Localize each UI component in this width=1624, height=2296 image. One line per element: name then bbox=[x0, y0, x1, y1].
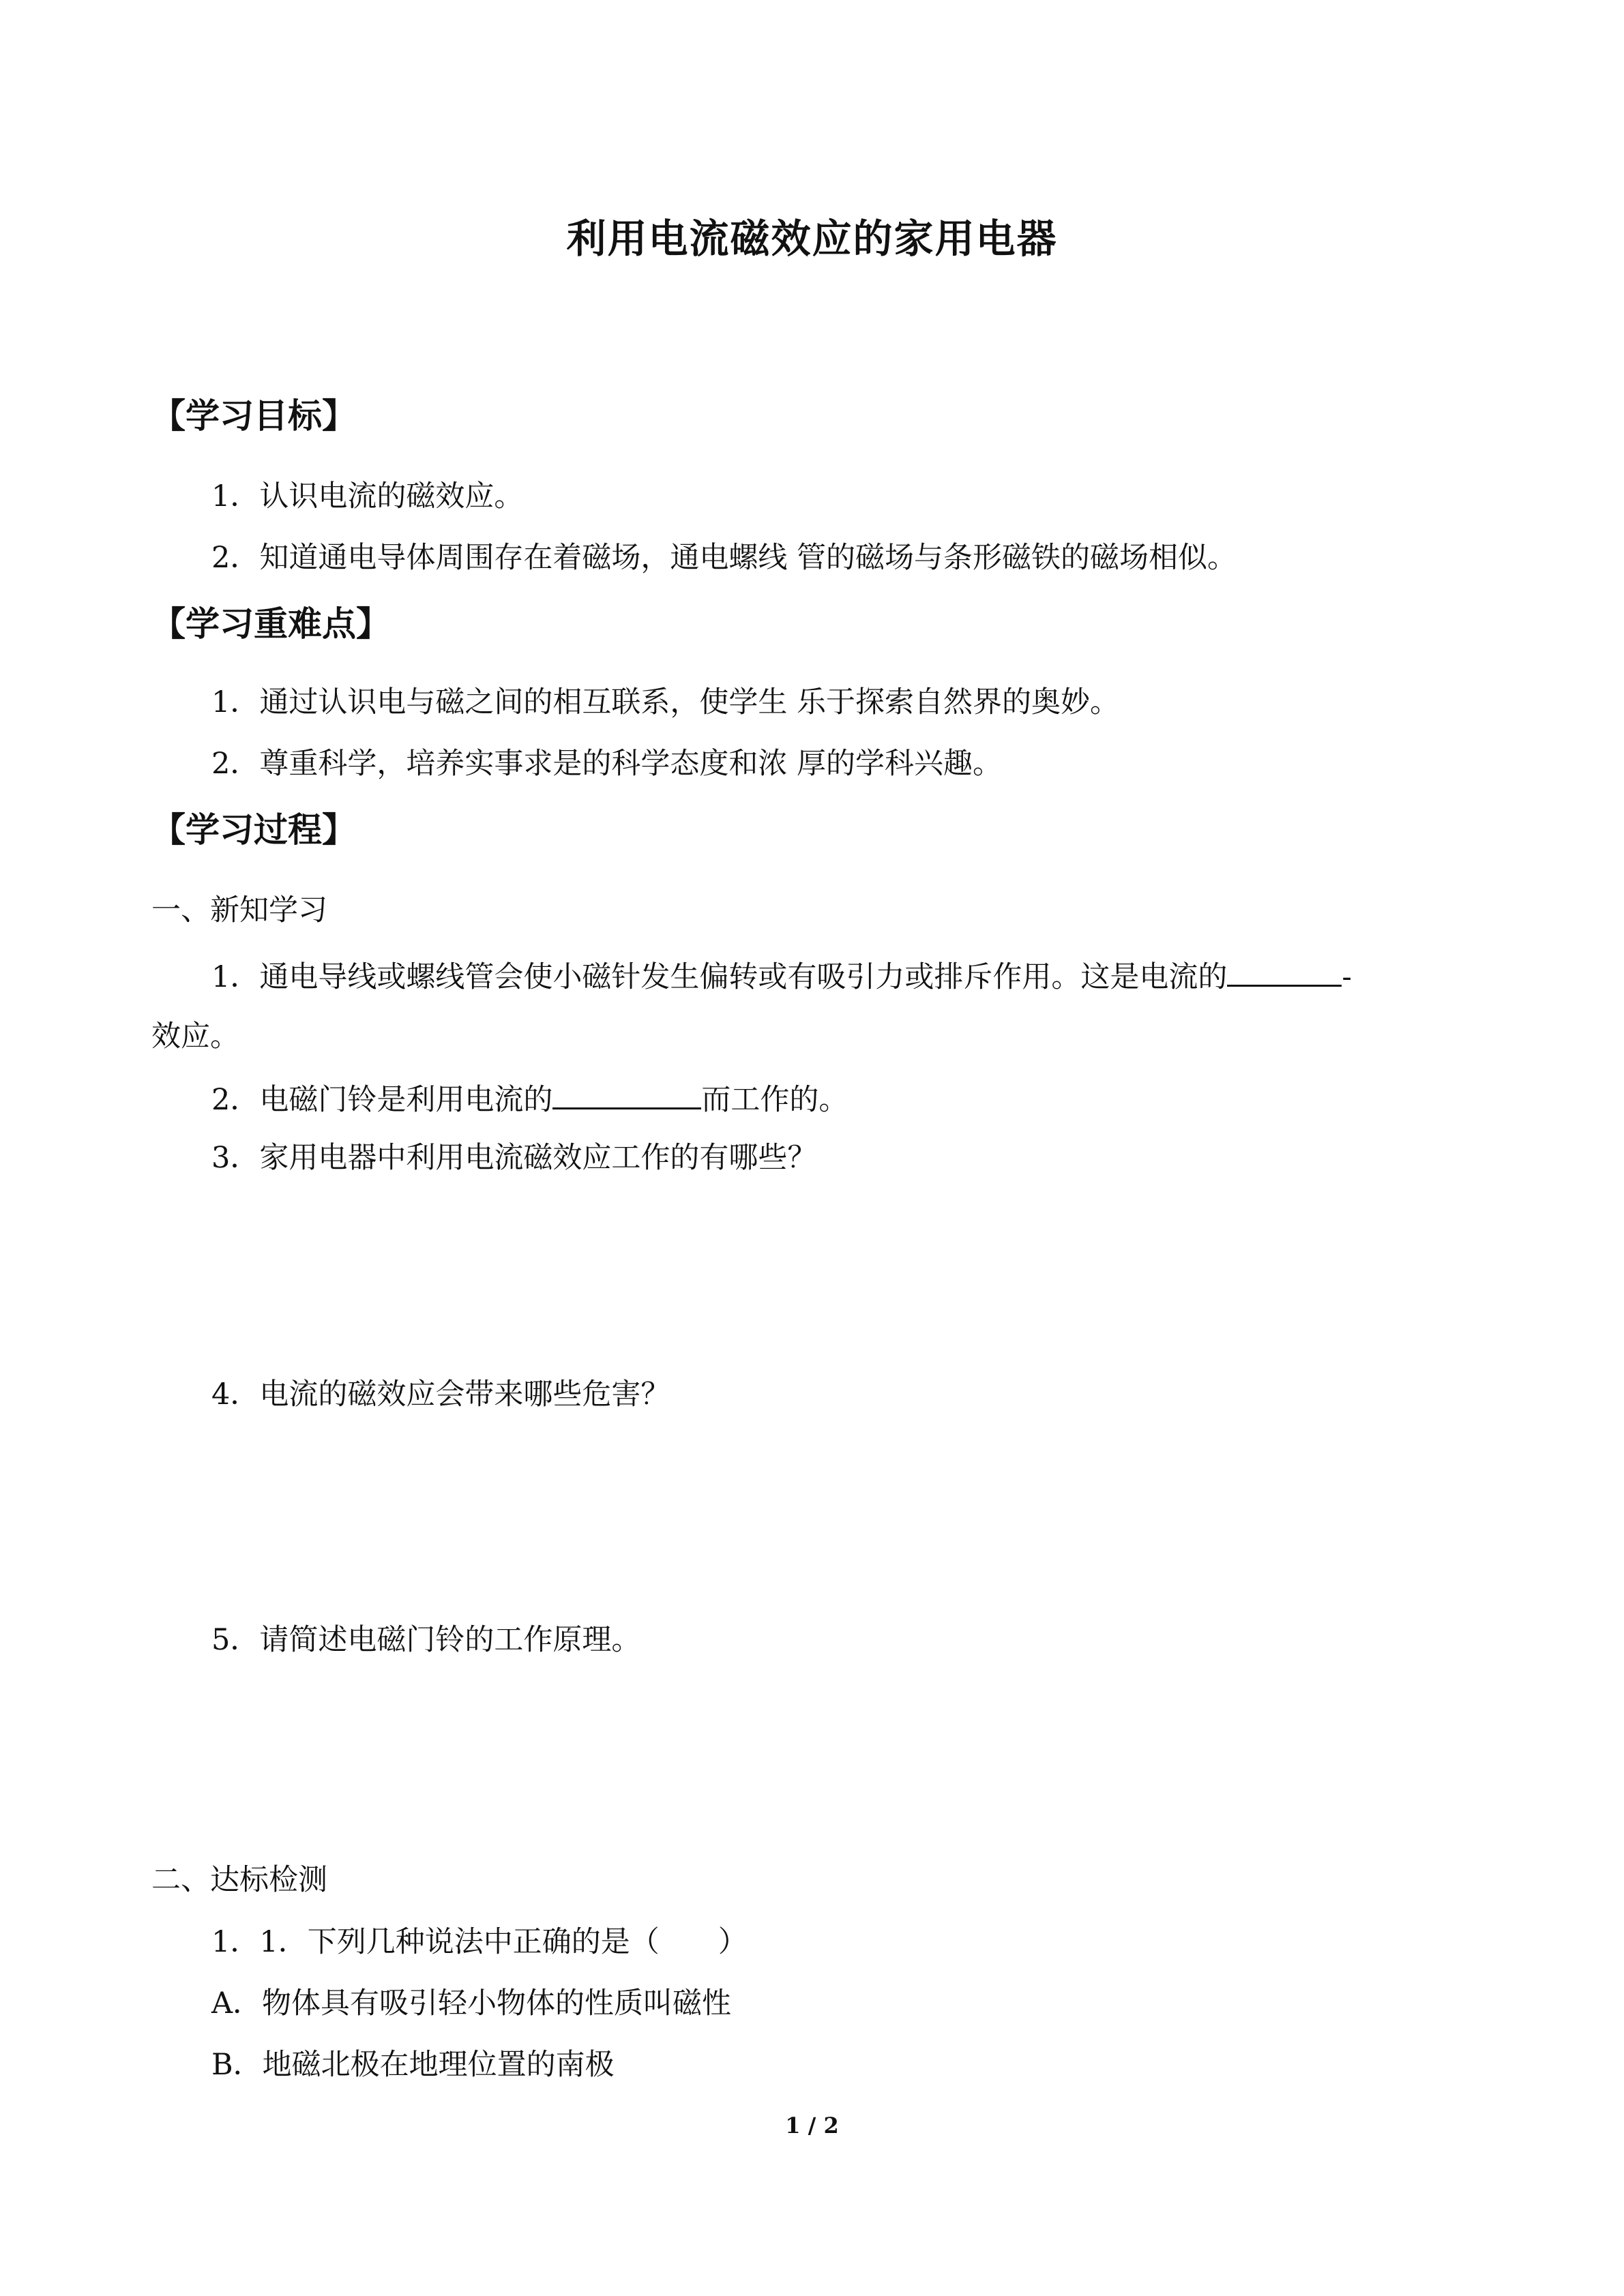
part-label-assessment: 二、达标检测 bbox=[151, 1863, 327, 1897]
question-1-text: 1．通电导线或螺线管会使小磁针发生偏转或有吸引力或排斥作用。这是电流的 bbox=[211, 960, 1228, 994]
question-2 bbox=[211, 1077, 848, 1120]
goal-item-2: 2．知道通电导体周围存在着磁场，通电螺线 管的磁场与条形磁铁的磁场相似。 bbox=[211, 541, 1237, 575]
question-4: 4．电流的磁效应会带来哪些危害？ bbox=[211, 1377, 670, 1412]
section-heading-process: 【学习过程】 bbox=[151, 810, 356, 850]
option-b: B．地磁北极在地理位置的南极 bbox=[211, 2048, 615, 2082]
section-heading-key-points: 【学习重难点】 bbox=[151, 604, 390, 644]
question-1 bbox=[211, 955, 1352, 998]
option-a: A．物体具有吸引轻小物体的性质叫磁性 bbox=[211, 1986, 732, 2021]
page-title: 利用电流磁效应的家用电器 bbox=[566, 215, 1058, 262]
question-2-text: 2．电磁门铃是利用电流的 bbox=[211, 1083, 553, 1117]
question-2-suffix: 而工作的。 bbox=[701, 1083, 848, 1117]
page-number: 1 / 2 bbox=[785, 2113, 839, 2138]
question-3: 3．家用电器中利用电流磁效应工作的有哪些？ bbox=[211, 1141, 817, 1175]
key-point-item-2: 2．尊重科学，培养实事求是的科学态度和浓 厚的学科兴趣。 bbox=[211, 747, 1003, 781]
answer-blank-1[interactable] bbox=[1227, 955, 1342, 987]
goal-item-1: 1．认识电流的磁效应。 bbox=[211, 479, 524, 513]
section-heading-goals: 【学习目标】 bbox=[151, 396, 356, 436]
assessment-question-1: 1．1．下列几种说法中正确的是（ ） bbox=[211, 1925, 748, 1959]
answer-blank-2[interactable] bbox=[552, 1077, 701, 1109]
part-label-new-knowledge: 一、新知学习 bbox=[151, 893, 327, 927]
question-5: 5．请简述电磁门铃的工作原理。 bbox=[211, 1623, 641, 1657]
question-1-continuation: 效应。 bbox=[151, 1019, 239, 1054]
key-point-item-1: 1．通过认识电与磁之间的相互联系，使学生 乐于探索自然界的奥妙。 bbox=[211, 685, 1120, 719]
question-1-suffix: - bbox=[1342, 960, 1352, 994]
